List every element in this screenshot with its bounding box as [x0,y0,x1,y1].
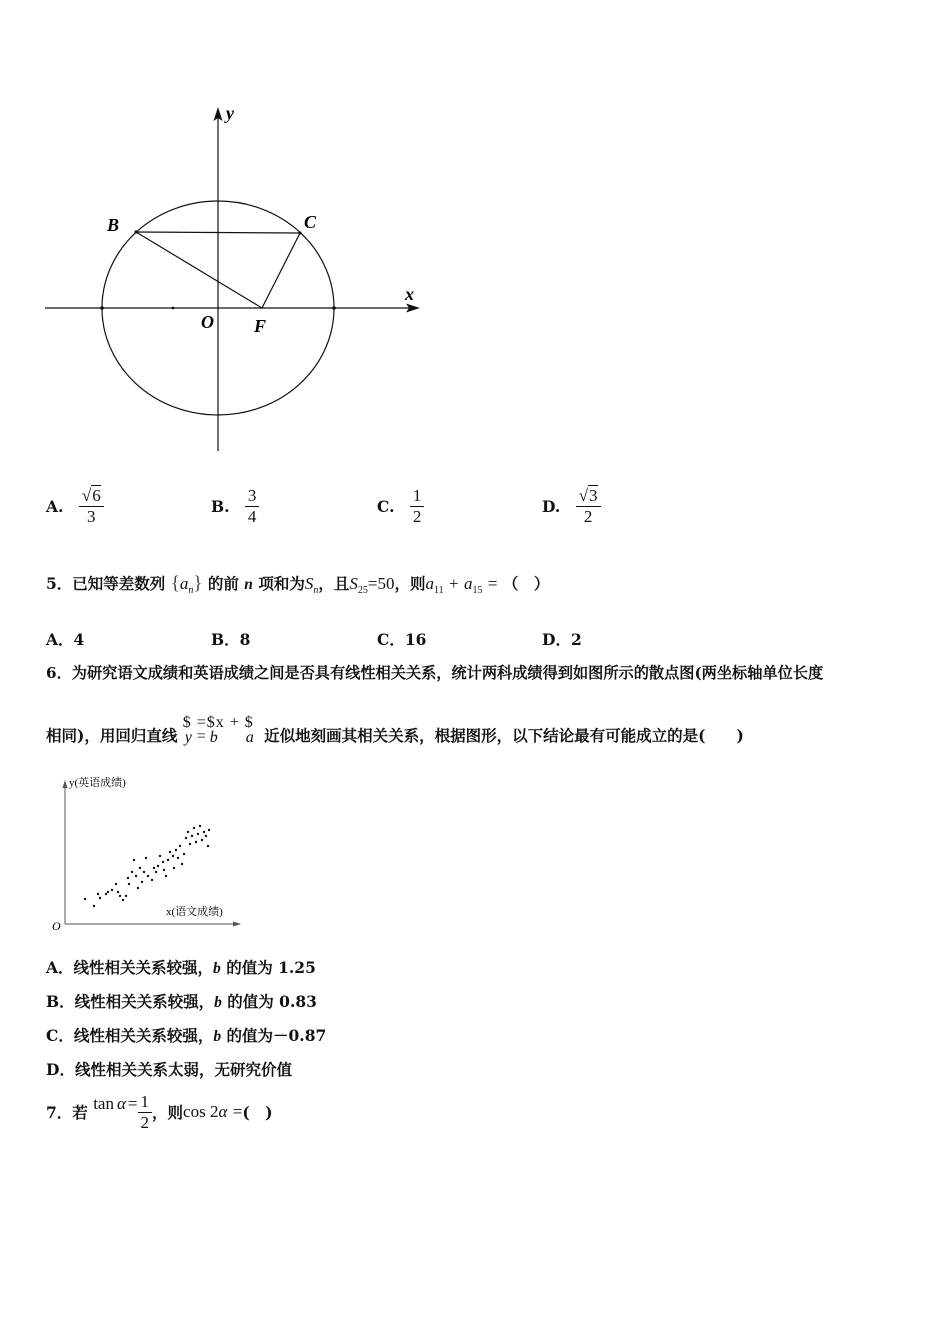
scatter-dot [173,867,175,869]
scatter-dot [93,905,95,907]
question-7: 7．若 tan α = $\frac{1}{2}$ ，则cos 2α =( ) [46,1092,273,1132]
scatter-dot [105,893,107,895]
scatter-y-label: y(英语成绩) [69,777,126,789]
scatter-dot [187,831,189,833]
scatter-dot [169,851,171,853]
scatter-dot [193,827,195,829]
scatter-dot [119,895,121,897]
scatter-dot [143,871,145,873]
q4-option-b-value: $\frac{3}{4}$ [245,486,260,526]
scatter-dot [133,859,135,861]
question-6-line-1: 6．为研究语文成绩和英语成绩之间是否具有线性相关关系，统计两科成绩得到如图所示的散点图(两坐标轴单位长度 [46,664,824,682]
scatter-dot [181,863,183,865]
axis-y-label: y [226,103,234,123]
scatter-dot [175,849,177,851]
scatter-dot [207,845,209,847]
scatter-dot [127,877,129,879]
scatter-dot [162,861,164,863]
scatter-points [84,825,210,907]
scatter-dot [107,891,109,893]
point-b-label: B [107,215,120,235]
scatter-dot [155,871,157,873]
scatter-dot [165,875,167,877]
q4-option-b[interactable]: B. $\frac{3}{4}$ [211,486,259,526]
q6-option-c[interactable]: C．线性相关关系较强，b 的值为－0.87 [46,1026,327,1045]
scatter-dot [122,899,124,901]
scatter-dot [201,839,203,841]
q5-option-a[interactable]: A．4 [46,630,85,649]
scatter-dot [177,857,179,859]
scatter-dot [135,875,137,877]
scatter-x-label: x(语文成绩) [166,906,223,918]
axis-x-label: x [405,284,414,304]
q6-option-a[interactable]: A．线性相关关系较强，b 的值为 1.25 [46,958,316,977]
scatter-dot [199,825,201,827]
scatter-dot [147,875,149,877]
scatter-dot [97,893,99,895]
scatter-dot [153,867,155,869]
scatter-dot [131,871,133,873]
scatter-plot [48,772,248,934]
scatter-dot [183,853,185,855]
scatter-dot [205,835,207,837]
question-5: 5．已知等差数列 $\{a_n\}$ 的前 n 项和为$S_n$，且$S_{25}=50$，则$a_{11} + a_{15}$ = （ ） [46,573,550,597]
scatter-dot [163,869,165,871]
scatter-origin-label: O [52,919,61,933]
scatter-dot [159,855,161,857]
q4-option-d[interactable]: D. $\frac{√3}{2}$ [542,486,601,526]
scatter-dot [145,857,147,859]
scatter-dot [191,835,193,837]
scatter-dot [84,898,86,900]
q5-option-b[interactable]: B．8 [211,630,251,649]
point-c-label: C [304,212,317,232]
origin-label: O [201,312,214,332]
q4-option-c-value: $\frac{1}{2}$ [410,486,425,526]
scatter-dot [208,829,210,831]
scatter-dot [117,891,119,893]
scatter-dot [185,837,187,839]
scatter-dot [125,895,127,897]
scatter-dot [195,841,197,843]
scatter-dot [179,845,181,847]
point-f-label: F [254,316,267,336]
question-6-line-2: 相同)，用回归直线 $ =$x + $ y = b a 近似地刻画其相关关系，根据图形，以下结论最有可能成立的是( ) [46,714,744,746]
q7-fraction: $\frac{1}{2}$ [138,1092,153,1132]
q4-option-a-value: $\frac{√6}{3}$ [79,486,104,526]
scatter-dot [99,897,101,899]
q4-option-d-value: $\frac{√3}{2}$ [576,486,601,526]
q5-option-c[interactable]: C．16 [377,630,427,649]
scatter-dot [203,831,205,833]
scatter-dot [115,883,117,885]
q4-option-a[interactable]: A. $\frac{√6}{3}$ [46,486,104,526]
q5-option-d[interactable]: D．2 [542,630,582,649]
scatter-dot [137,887,139,889]
circle-figure [40,95,430,460]
q6-option-d[interactable]: D．线性相关关系太弱，无研究价值 [46,1060,292,1079]
scatter-dot [139,867,141,869]
scatter-dot [128,883,130,885]
q6-option-b[interactable]: B．线性相关关系较强，b 的值为 0.83 [46,992,317,1011]
scatter-dot [151,879,153,881]
scatter-dot [189,843,191,845]
scatter-dot [172,855,174,857]
scatter-dot [141,881,143,883]
scatter-dot [167,859,169,861]
regression-formula: $ =$x + $ y = b a [182,714,254,746]
scatter-dot [111,889,113,891]
scatter-dot [197,833,199,835]
scatter-dot [157,865,159,867]
q4-option-c[interactable]: C. $\frac{1}{2}$ [377,486,424,526]
